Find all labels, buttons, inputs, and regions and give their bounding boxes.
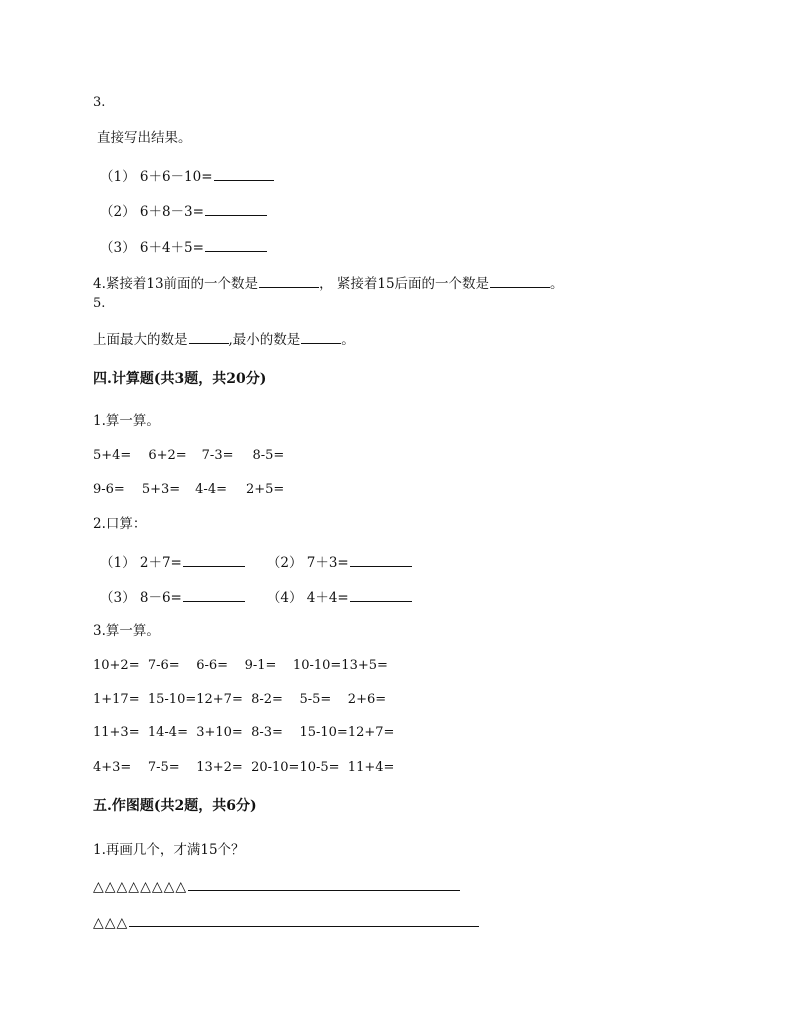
q3-number: 3. [93,95,106,110]
q3-item-2 [100,201,267,221]
s4-q1-row1 [93,447,284,465]
expr: 9-6= [93,482,125,497]
answer-blank[interactable] [183,552,245,567]
s4-q2-b: （2） 7＋3= [266,555,349,571]
s4-q3-title: 3.算一算。 [93,623,160,639]
s4-q2-row2 [100,587,412,607]
q3-item-3-text: （3） 6＋4＋5= [100,240,204,256]
expr: 4-4= [195,482,227,497]
answer-blank[interactable] [183,587,245,602]
s5-q1-row1 [93,876,460,896]
triangles: △△△△△△△△ [93,879,188,895]
answer-line[interactable] [129,912,479,927]
answer-blank[interactable] [205,237,267,252]
s4-q2-a: （1） 2＋7= [100,555,182,571]
s4-q3-row1: 10+2= 7-6= 6-6= 9-1= 10-10=13+5= [93,658,388,673]
expr: 5+4= [93,448,132,463]
answer-line[interactable] [188,876,460,891]
answer-blank[interactable] [214,166,274,181]
q5-end: 。 [341,332,355,348]
section5-heading: 五.作图题(共2题，共6分) [93,798,257,814]
expr: 5+3= [141,482,181,497]
s4-q1-title: 1.算一算。 [93,413,160,429]
q5-line [93,329,355,349]
s4-q3-row3: 11+3= 14-4= 3+10= 8-3= 15-10=12+7= [93,725,395,740]
triangles: △△△ [93,915,129,931]
answer-blank[interactable] [301,329,341,344]
q3-item-1 [100,166,274,186]
s4-q2-title: 2.口算： [93,516,147,532]
answer-blank[interactable] [259,273,319,288]
answer-blank[interactable] [490,273,550,288]
s4-q1-row2 [93,481,284,499]
s5-q1-row2 [93,912,479,932]
q4-line [93,273,564,293]
s4-q2-d: （4） 4＋4= [266,590,349,606]
answer-blank[interactable] [350,587,412,602]
q3-item-1-text: （1） 6＋6－10= [100,169,213,185]
answer-blank[interactable] [350,552,412,567]
section4-heading: 四.计算题(共3题，共20分) [93,371,267,387]
s4-q2-row1 [100,552,412,572]
answer-blank[interactable] [189,329,229,344]
s5-q1-title: 1.再画几个，才满15个？ [93,842,245,858]
expr: 8-5= [252,448,285,463]
q4-end: 。 [550,276,564,292]
q3-item-2-text: （2） 6＋8－3= [100,204,204,220]
q3-item-3 [100,237,267,257]
s4-q3-row2: 1+17= 15-10=12+7= 8-2= 5-5= 2+6= [93,692,387,707]
q4-part1: 4.紧接着13前面的一个数是 [93,276,259,292]
expr: 6+2= [148,448,187,463]
answer-blank[interactable] [205,201,267,216]
q3-instruction: 直接写出结果。 [97,130,192,146]
q5-part1: 上面最大的数是 [93,332,188,348]
q5-part2: ,最小的数是 [228,332,301,348]
s4-q3-row4: 4+3= 7-5= 13+2= 20-10=10-5= 11+4= [93,760,395,775]
q4-part2: ， 紧接着15后面的一个数是 [319,276,490,292]
s4-q2-c: （3） 8－6= [100,590,182,606]
q5-number: 5. [93,296,106,311]
expr: 7-3= [201,448,234,463]
expr: 2+5= [245,482,285,497]
